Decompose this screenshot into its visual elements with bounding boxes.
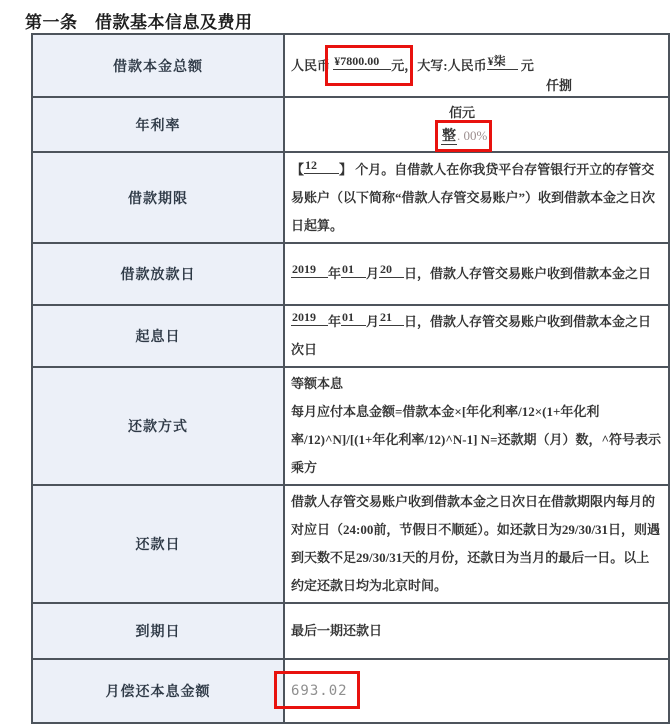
- interest-start-unit-day: 日，: [404, 314, 431, 329]
- interest-start-day: 21: [379, 310, 404, 326]
- disburse-unit-day: 日，: [404, 266, 431, 281]
- interest-start-text: 借款人存管交易账户收到借款本金之日次日: [291, 314, 652, 357]
- principal-currency-prefix: 人民币: [291, 57, 331, 73]
- row-interest-start-date: [32, 305, 669, 367]
- highlight-box-annual-rate: [441, 124, 487, 149]
- label-repay-method: 还款方式: [32, 367, 284, 485]
- principal-daxie-prefix: 大写:人民币: [417, 57, 487, 73]
- disburse-text: 借款人存管交易账户收到借款本金之日: [430, 266, 652, 281]
- row-annual-rate: [32, 97, 669, 152]
- label-principal: 借款本金总额: [32, 34, 284, 97]
- label-annual-rate: 年利率: [32, 97, 284, 152]
- label-loan-term: 借款期限: [32, 152, 284, 243]
- value-repay-day: 借款人存管交易账户收到借款本金之日次日在借款期限内每月的对应日（24:00前，节假日不顺延）。如还款日为29/30/31日，则遇到天数不足29/30/31天的月份，还款日为当月的最后一日。以上约定还款日均为北京时间。: [284, 485, 669, 603]
- rate-overflow-fill: 整: [442, 128, 456, 144]
- highlight-box-monthly-repayment: [291, 677, 348, 705]
- rate-overflow-line: 佰元: [449, 104, 476, 120]
- value-repay-method: [284, 367, 669, 485]
- value-disburse-date: [284, 243, 669, 305]
- principal-after-daxie: 元: [520, 57, 534, 73]
- repay-method-name: 等额本息: [291, 376, 344, 391]
- row-loan-term: [32, 152, 669, 243]
- annual-rate-value: . 00%: [457, 127, 488, 143]
- principal-amount-value: ¥7800.00: [333, 54, 391, 70]
- principal-after-amount: 元，: [391, 57, 418, 73]
- label-repay-day: 还款日: [32, 485, 284, 603]
- value-monthly-repayment: [284, 659, 669, 723]
- row-repay-day: [32, 485, 669, 603]
- term-bracket-close: 】: [339, 161, 353, 177]
- row-disburse-date: [32, 243, 669, 305]
- interest-start-unit-month: 月: [366, 314, 380, 329]
- label-disburse-date: 借款放款日: [32, 243, 284, 305]
- principal-daxie-value: ¥柒: [487, 54, 518, 70]
- highlight-box-principal-amount: [333, 52, 391, 80]
- disburse-unit-year: 年: [328, 266, 342, 281]
- term-text: 个月。自借款人在你我贷平台存管银行开立的存管交易账户（以下简称“借款人存管交易账户”）收到借款本金之日次日起算。: [291, 161, 656, 233]
- disburse-month: 01: [341, 262, 366, 278]
- value-loan-term: [284, 152, 669, 243]
- loan-info-table: [31, 33, 670, 724]
- interest-start-year: 2019: [291, 310, 328, 326]
- monthly-repayment-value: 693.02: [291, 683, 348, 699]
- interest-start-month: 01: [341, 310, 366, 326]
- label-maturity-date: 到期日: [32, 603, 284, 659]
- page-title: 第一条 借款基本信息及费用: [25, 13, 253, 32]
- row-principal: [32, 34, 669, 97]
- disburse-unit-month: 月: [366, 266, 380, 281]
- disburse-year: 2019: [291, 262, 328, 278]
- row-maturity-date: [32, 603, 669, 659]
- row-monthly-repayment: [32, 659, 669, 723]
- repay-method-formula: 每月应付本息金额=借款本金×[年化利率/12×(1+年化利率/12)^N]/[(1+年化利率/12)^N-1] N=还款期（月）数，^符号表示乘方: [291, 404, 662, 475]
- value-maturity-date: 最后一期还款日: [284, 603, 669, 659]
- label-monthly-repayment: 月偿还本息金额: [32, 659, 284, 723]
- principal-daxie-overflow: 仟捌: [546, 77, 573, 93]
- value-principal: [284, 34, 669, 97]
- label-interest-start-date: 起息日: [32, 305, 284, 367]
- disburse-day: 20: [379, 262, 404, 278]
- term-bracket-open: 【: [291, 161, 305, 177]
- value-interest-start-date: [284, 305, 669, 367]
- row-repay-method: [32, 367, 669, 485]
- interest-start-unit-year: 年: [328, 314, 342, 329]
- term-months-value: 12: [304, 158, 339, 174]
- value-annual-rate: [284, 97, 669, 152]
